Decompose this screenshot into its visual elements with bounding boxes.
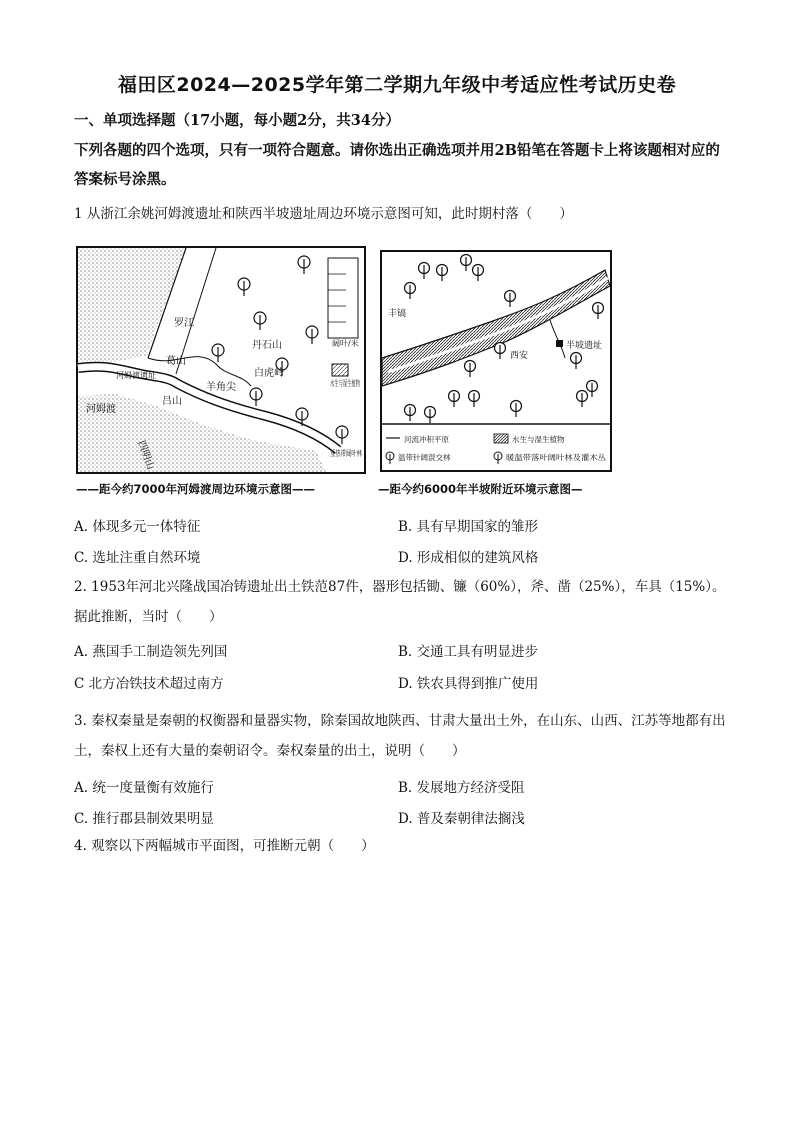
siming-label: 四明山 — [135, 439, 156, 472]
map2-caption-text: 距今约6000年半坡附近环境示意图 — [389, 482, 572, 496]
q2-option-a: A. 燕国手工制造领先列国 — [74, 644, 228, 660]
q3-option-b: B. 发展地方经济受阻 — [398, 780, 525, 796]
q2-option-d: D. 铁农具得到推广使用 — [398, 676, 539, 692]
legend-plain-label: 河流冲积平原 — [404, 435, 449, 444]
banpo-site-marker — [556, 340, 563, 347]
q1-option-b: B. 具有早期国家的雏形 — [398, 519, 539, 535]
q1-option-c: C. 选址注重自然环境 — [74, 550, 201, 566]
hemudu-site-label: 河姆渡遗址 — [116, 371, 156, 380]
legend-broadleaf-label: 温带针阔混交林 — [398, 453, 451, 462]
fengxi-label: 丰镐 — [388, 309, 407, 319]
yangjiaojian-label: 羊角尖 — [206, 382, 236, 393]
danshishan-label: 丹石山 — [252, 340, 282, 351]
q3-option-a: A. 统一度量衡有效施行 — [74, 780, 214, 796]
map1-caption-text: 距今约7000年河姆渡周边环境示意图 — [99, 482, 293, 496]
q3-option-c: C. 推行郡县制效果明显 — [74, 811, 214, 827]
banpo-environment-map — [380, 246, 612, 474]
hemudu-environment-map — [76, 246, 386, 474]
question-1-stem: 1 从浙江余姚河姆渡遗址和陕西半坡遗址周边环境示意图可知，此时期村落（ ） — [74, 206, 573, 222]
map1-caption: ——距今约7000年河姆渡周边环境示意图—— — [76, 482, 316, 496]
lushan-label: 吕山 — [162, 396, 182, 407]
q3-option-d: D. 普及秦朝律法搁浅 — [398, 811, 525, 827]
legend-hills-label: 阔叶/米 — [332, 339, 359, 348]
xian-label: 西安 — [510, 351, 529, 361]
question-2-stem: 2. 1953年河北兴隆战国冶铸遗址出土铁范87件，器形包括锄、镰（60%），斧、凿（25%），车具（15%）。据此推断，当时（ ） — [74, 579, 726, 625]
q1-option-a: A. 体现多元一体特征 — [74, 519, 201, 535]
legend-water-label: 水生与湿生植物 — [512, 435, 565, 444]
q2-option-c: C 北方冶铁技术超过南方 — [74, 676, 224, 692]
banpo-site-label: 半坡遗址 — [566, 341, 603, 351]
baihuling-label: 白虎岭 — [254, 368, 284, 379]
section-heading: 一、单项选择题（17小题，每小题2分，共34分） — [74, 112, 400, 129]
instructions: 下列各题的四个选项，只有一项符合题意。请你选出正确选项并用2B铅笔在答题卡上将该题相对应的答案标号涂黑。 — [74, 142, 720, 188]
legend-forest-label: 亚热带阔叶林 — [330, 449, 378, 458]
q2-option-b: B. 交通工具有明显进步 — [398, 644, 539, 660]
question-4-stem: 4. 观察以下两幅城市平面图，可推断元朝（ ） — [74, 838, 375, 854]
luojiang-label: 罗江 — [174, 318, 194, 329]
q1-option-d: D. 形成相似的建筑风格 — [398, 550, 539, 566]
legend-water-label: 水生与湿生植物 — [330, 379, 386, 388]
baoshan-label: 葛山 — [166, 356, 186, 367]
legend-grass-label: 暖温带落叶阔叶林及灌木丛 — [506, 453, 596, 462]
question-3-stem: 3. 秦权秦量是秦朝的权衡器和量器实物，除秦国故地陕西、甘肃大量出土外，在山东、山西、江苏等地都有出土，秦权上还有大量的秦朝诏令。秦权秦量的出土，说明（ ） — [74, 713, 726, 759]
page-title: 福田区2024—2025学年第二学期九年级中考适应性考试历史卷 — [117, 74, 677, 96]
hemudu-label: 河姆渡 — [86, 404, 116, 415]
map2-caption: —距今约6000年半坡附近环境示意图— — [378, 482, 583, 496]
